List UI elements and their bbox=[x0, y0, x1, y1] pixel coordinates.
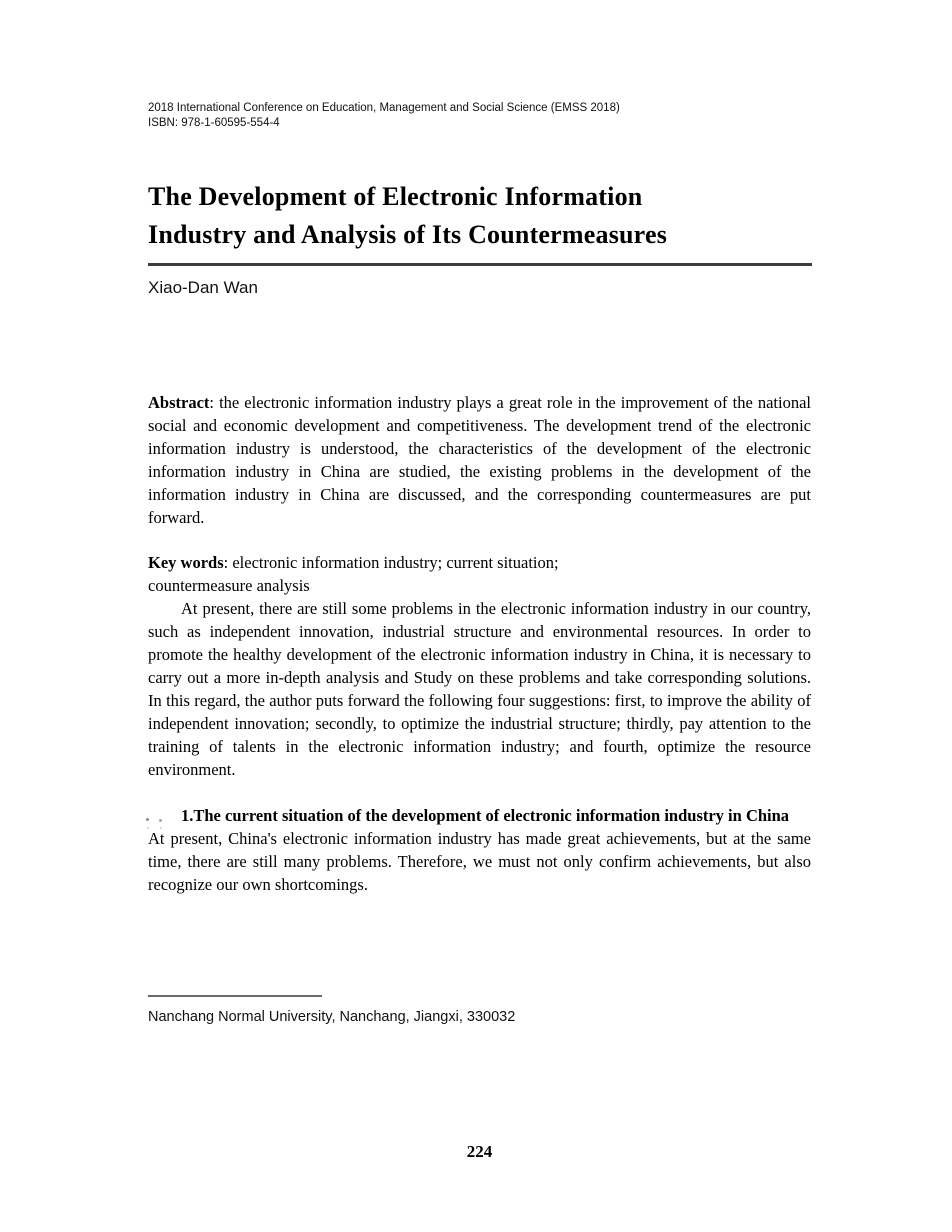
scan-artifact-dot bbox=[160, 827, 162, 829]
paper-title bbox=[148, 178, 811, 254]
abstract-text: : the electronic information industry plays a great role in the improvement of the national social and economic development and competitiveness. The development trend of the electronic information industry is understood, the characteristics of the development of the electronic information industry in China are studied, the existing problems in the development of the information industry in China are discussed, and the corresponding countermeasures are put forward. bbox=[148, 393, 811, 527]
section1-paragraph: At present, China's electronic information industry has made great achievements, but at the same time, there are still many problems. Therefore, we must not only confirm achievements, but also recognize our own shortcomings. bbox=[148, 829, 811, 894]
footnote-rule bbox=[148, 995, 322, 997]
page-number: 224 bbox=[466, 1142, 493, 1161]
isbn-line: ISBN: 978-1-60595-554-4 bbox=[148, 117, 280, 129]
section1-heading: 1.The current situation of the development of electronic information industry in China bbox=[181, 806, 790, 825]
scan-artifact-dot bbox=[146, 818, 149, 821]
body-column bbox=[148, 391, 811, 896]
paper-title-line2: Industry and Analysis of Its Countermeasures bbox=[148, 220, 668, 249]
scan-artifact-dot bbox=[147, 827, 149, 829]
conference-header bbox=[148, 101, 811, 131]
intro-paragraph: At present, there are still some problems in the electronic information industry in our country, such as independent innovation, industrial structure and environmental resources. In order to promote the healthy development of the electronic information industry in China, it is necessary to carry out a more in-depth analysis and Study on these problems and take corresponding solutions. In this regard, the author puts forward the following four suggestions: first, to improve the ability of independent innovation; secondly, to optimize the industrial structure; thirdly, pay attention to the training of talents in the electronic information industry; and fourth, optimize the resource environment. bbox=[148, 599, 811, 779]
footnote-affiliation: Nanchang Normal University, Nanchang, Jiangxi, 330032 bbox=[148, 1009, 516, 1025]
keywords-block bbox=[148, 551, 811, 597]
abstract-paragraph bbox=[148, 391, 811, 529]
keywords-line2: countermeasure analysis bbox=[148, 576, 310, 595]
scan-artifact-dot bbox=[159, 819, 162, 822]
author-name: Xiao-Dan Wan bbox=[148, 278, 258, 297]
paper-title-line1: The Development of Electronic Information bbox=[148, 182, 643, 211]
keywords-line1: : electronic information industry; current situation; bbox=[223, 553, 559, 572]
title-rule bbox=[148, 263, 812, 266]
keywords-label: Key words bbox=[148, 553, 224, 572]
conference-name: 2018 International Conference on Education, Management and Social Science (EMSS 2018) bbox=[148, 102, 620, 114]
abstract-label: Abstract bbox=[148, 393, 210, 412]
